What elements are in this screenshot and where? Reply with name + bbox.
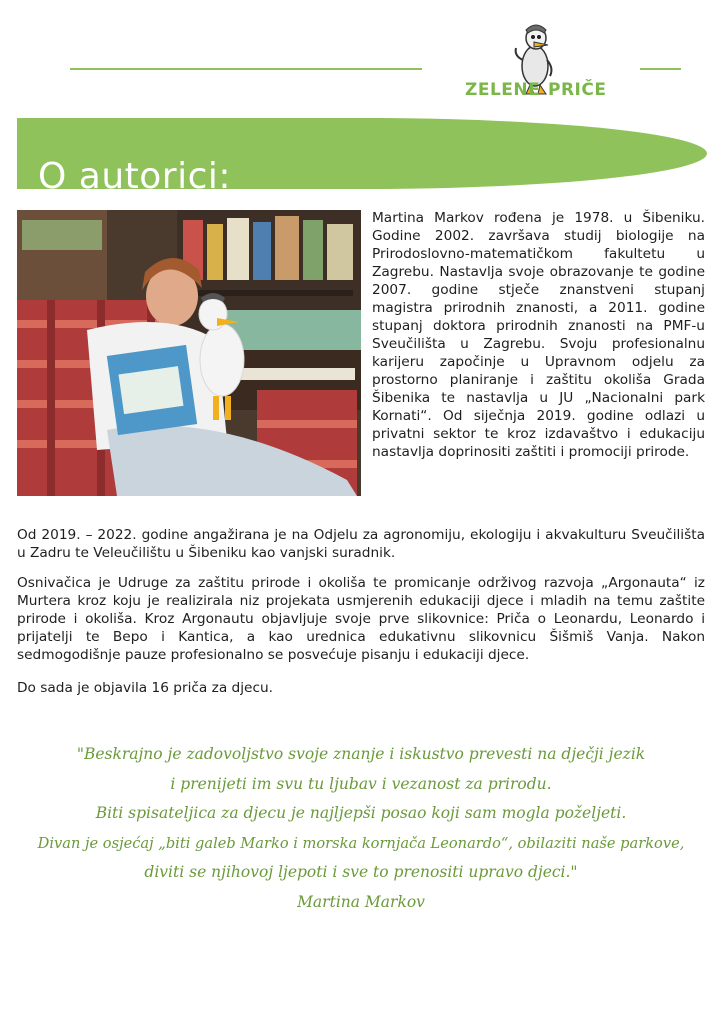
bio-engagement-paragraph: Od 2019. – 2022. godine angažirana je na Odjelu za agronomiju, ekologiju i akvakulturu Sveučilišta u Zadru te Veleučilištu u Šibeniku kao vanjski suradnik. <box>17 527 705 561</box>
author-photo <box>17 210 361 496</box>
header-rule-right <box>640 68 681 70</box>
quote-line: i prenijeti im svu tu ljubav i vezanost za prirodu. <box>170 774 552 793</box>
section-title: O autorici: <box>38 156 232 198</box>
bio-count-paragraph: Do sada je objavila 16 priča za djecu. <box>17 680 274 696</box>
author-photo-image <box>17 210 361 496</box>
quote-line: "Beskrajno je zadovoljstvo svoje znanje i iskustvo prevesti na dječji jezik <box>76 745 646 763</box>
quote-line: diviti se njihovoj ljepoti i sve to prenositi upravo djeci." <box>144 863 578 881</box>
bio-argonauta-paragraph: Osnivačica je Udruge za zaštitu prirode i okoliša te promicanje održivog razvoja „Argonauta“ iz Murtera kroz koju je realizirala niz projekata usmjerenih edukaciji djece i mladih na temu zaštite prirode i okoliša. Kroz Argonautu objavljuje svoje prve slikovnice: Priča o Leonardu, Leonardo i prijatelji te Bepo i Kantica, a kao urednica edukativnu slikovnicu Šišmiš Vanja. Nakon sedmogodišnje pauze profesionalno se posvećuje pisanju i edukaciji djece. <box>17 575 705 663</box>
header-rule-left <box>70 68 422 70</box>
quote-line: Divan je osjećaj „biti galeb Marko i morska kornjača Leonardo“, obilaziti naše parkove, <box>37 834 685 852</box>
bio-intro-paragraph: Martina Markov rođena je 1978. u Šibeniku. Godine 2002. završava studij biologije na Prirodoslovno-matematičkom fakultetu u Zagrebu. Nastavlja svoje obrazovanje te godine 2007. godine stječe znanstveni stupanj magistra prirodnih znanosti, a 2011. godine stupanj doktora prirodnih znanosti na PMF-u Sveučilišta u Zagrebu. Svoju profesionalnu karijeru započinje u Upravnom odjelu za prostorno planiranje i zaštitu okoliša Grada Šibenika te nastavlja u JU „Nacionalni park Kornati“. Od siječnja 2019. godine odlazi u privatni sektor te kroz izdavaštvo i edukaciju nastavlja doprinositi zaštiti i promociji prirode. <box>372 210 705 460</box>
logo-word-price: PRIČE <box>548 80 607 100</box>
logo <box>462 20 607 100</box>
quote-signature: Martina Markov <box>297 892 425 911</box>
logo-word-zelene: ZELENE <box>465 80 541 100</box>
author-quote <box>17 740 705 917</box>
quote-line: Biti spisateljica za djecu je najljepši posao koji sam mogla poželjeti. <box>95 804 627 822</box>
